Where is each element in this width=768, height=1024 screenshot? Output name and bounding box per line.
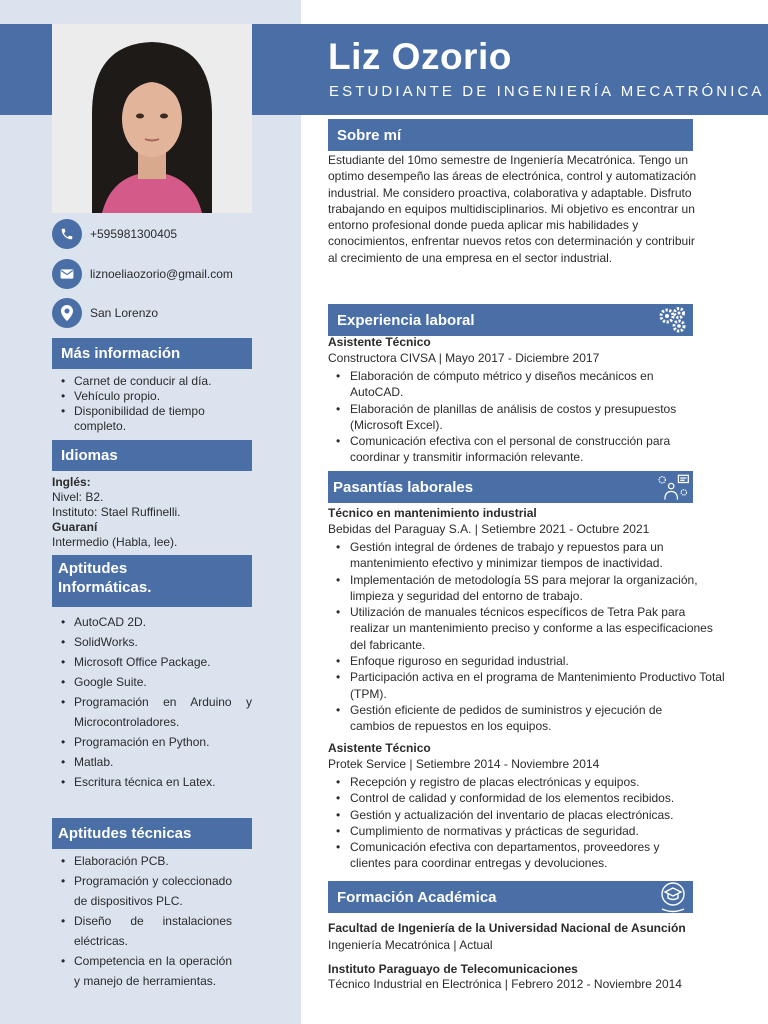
list-item: • Gestión eficiente de pedidos de suministros y ejecución de cambios de repuestos en los equipos. (328, 702, 703, 735)
job-company: Protek Service | Setiembre 2014 - Noviembre 2014 (328, 757, 600, 771)
list-item: • Escritura técnica en Latex. (52, 772, 252, 792)
job-bullets (328, 368, 688, 466)
job-title: Asistente Técnico (328, 335, 431, 349)
list-item: • AutoCAD 2D. (52, 612, 252, 632)
list-item: • Comunicación efectiva con el personal de construcción para coordinar y transmitir información relevante. (328, 433, 708, 466)
internship-job-1 (328, 506, 738, 735)
list-item: • Elaboración de planillas de análisis de costos y presupuestos (Microsoft Excel). (328, 401, 708, 434)
it-skills-list (52, 612, 252, 792)
internship-job-2 (328, 741, 738, 872)
education-entry-1 (328, 921, 728, 953)
about-heading-text: Sobre mí (337, 126, 402, 144)
phone-icon (52, 219, 82, 249)
list-item: • Utilización de manuales técnicos específicos de Tetra Pak para realizar un mantenimiento preciso y conforme a las especificaciones del fabricante. (328, 604, 723, 653)
phone-text[interactable]: +595981300405 (90, 227, 178, 241)
contact-phone (52, 219, 177, 249)
education-heading (328, 881, 693, 913)
school-detail: Técnico Industrial en Electrónica | Febrero 2012 - Noviembre 2014 (328, 977, 682, 991)
list-item: • Comunicación efectiva con departamentos, proveedores y clientes para coordinar entregas y devoluciones. (328, 839, 703, 872)
education-heading-text: Formación Académica (337, 888, 497, 906)
list-item: • Google Suite. (52, 672, 252, 692)
person-name: Liz Ozorio (328, 36, 512, 77)
job-company: Constructora CIVSA | Mayo 2017 - Diciembre 2017 (328, 351, 600, 365)
internships-heading (328, 471, 693, 503)
tech-skills-heading: Aptitudes técnicas (52, 818, 252, 849)
graduation-icon (655, 881, 691, 913)
team-icon (655, 471, 691, 503)
list-item: • Implementación de metodología 5S para mejorar la organización, limpieza y seguridad del entorno de trabajo. (328, 572, 733, 605)
experience-job (328, 335, 738, 466)
list-item: • Recepción y registro de placas electrónicas y equipos. (328, 774, 733, 790)
location-icon (52, 298, 82, 328)
more-info-heading: Más información (52, 338, 252, 369)
about-text: Estudiante del 10mo semestre de Ingeniería Mecatrónica. Tengo un optimo desempeño las áreas de electrónica, control y automatización industrial. Me considero proactiva, colaborativa y adaptable. Disfruto trabajando en equipos multidisciplinarios. Mi objetivo es encontrar un entorno profesional donde pueda aplicar mis habilidades y conocimientos, enfrentar nuevos retos con determinación y contribuir al crecimiento de una empresa en el sector industrial. (328, 153, 697, 265)
guarani-label: Guaraní (52, 520, 98, 534)
english-institute: Instituto: Stael Ruffinelli. (52, 505, 181, 519)
list-item: • Gestión integral de órdenes de trabajo y repuestos para un mantenimiento efectivo y minimizar tiempos de inactividad. (328, 539, 698, 572)
list-item: • Participación activa en el programa de Mantenimiento Productivo Total (TPM). (328, 669, 733, 702)
list-item: • Vehículo propio. (52, 389, 257, 404)
list-item: • Matlab. (52, 752, 252, 772)
guarani-level: Intermedio (Habla, lee). (52, 535, 178, 549)
experience-heading-text: Experiencia laboral (337, 311, 475, 329)
tech-skills-list (52, 851, 232, 991)
email-icon (52, 259, 82, 289)
english-label: Inglés: (52, 475, 91, 489)
school-name: Instituto Paraguayo de Telecomunicaciones (328, 962, 578, 976)
languages-block (52, 475, 262, 550)
list-item: • Enfoque riguroso en seguridad industrial. (328, 653, 733, 669)
list-item: • Programación en Python. (52, 732, 252, 752)
list-item: • Disponibilidad de tiempo completo. (52, 404, 227, 434)
job-bullets (328, 539, 738, 735)
list-item: • Cumplimiento de normativas y prácticas de seguridad. (328, 823, 733, 839)
about-heading (328, 119, 693, 151)
list-item: • Gestión y actualización del inventario de placas electrónicas. (328, 807, 733, 823)
gears-icon (655, 304, 691, 336)
experience-heading (328, 304, 693, 336)
email-text[interactable]: liznoeliaozorio@gmail.com (90, 267, 233, 281)
job-bullets (328, 774, 738, 872)
more-info-list (52, 374, 257, 434)
school-detail: Ingeniería Mecatrónica | Actual (328, 938, 493, 952)
contact-email (52, 259, 233, 289)
person-title: ESTUDIANTE DE INGENIERÍA MECATRÓNICA (329, 83, 765, 100)
list-item: • Elaboración de cómputo métrico y diseños mecánicos en AutoCAD. (328, 368, 688, 401)
languages-heading: Idiomas (52, 440, 252, 471)
list-item: • Programación y coleccionado de dispositivos PLC. (52, 871, 232, 911)
list-item: • Elaboración PCB. (52, 851, 232, 871)
school-name: Facultad de Ingeniería de la Universidad Nacional de Asunción (328, 921, 686, 935)
internships-heading-text: Pasantías laborales (333, 478, 474, 496)
job-company: Bebidas del Paraguay S.A. | Setiembre 2021 - Octubre 2021 (328, 522, 650, 536)
location-text: San Lorenzo (90, 306, 159, 320)
english-level: Nivel: B2. (52, 490, 104, 504)
list-item: • Programación en Arduino y Microcontroladores. (52, 692, 252, 732)
it-skills-heading: Aptitudes Informáticas. (52, 555, 252, 607)
profile-photo (52, 24, 252, 213)
list-item: • Carnet de conducir al día. (52, 374, 257, 389)
list-item: • Diseño de instalaciones eléctricas. (52, 911, 232, 951)
education-entry-2 (328, 962, 708, 992)
list-item: • Control de calidad y conformidad de los elementos recibidos. (328, 790, 733, 806)
job-title: Asistente Técnico (328, 741, 431, 755)
list-item: • Microsoft Office Package. (52, 652, 252, 672)
list-item: • Competencia en la operación y manejo de herramientas. (52, 951, 232, 991)
contact-location (52, 298, 158, 328)
list-item: • SolidWorks. (52, 632, 252, 652)
job-title: Técnico en mantenimiento industrial (328, 506, 537, 520)
